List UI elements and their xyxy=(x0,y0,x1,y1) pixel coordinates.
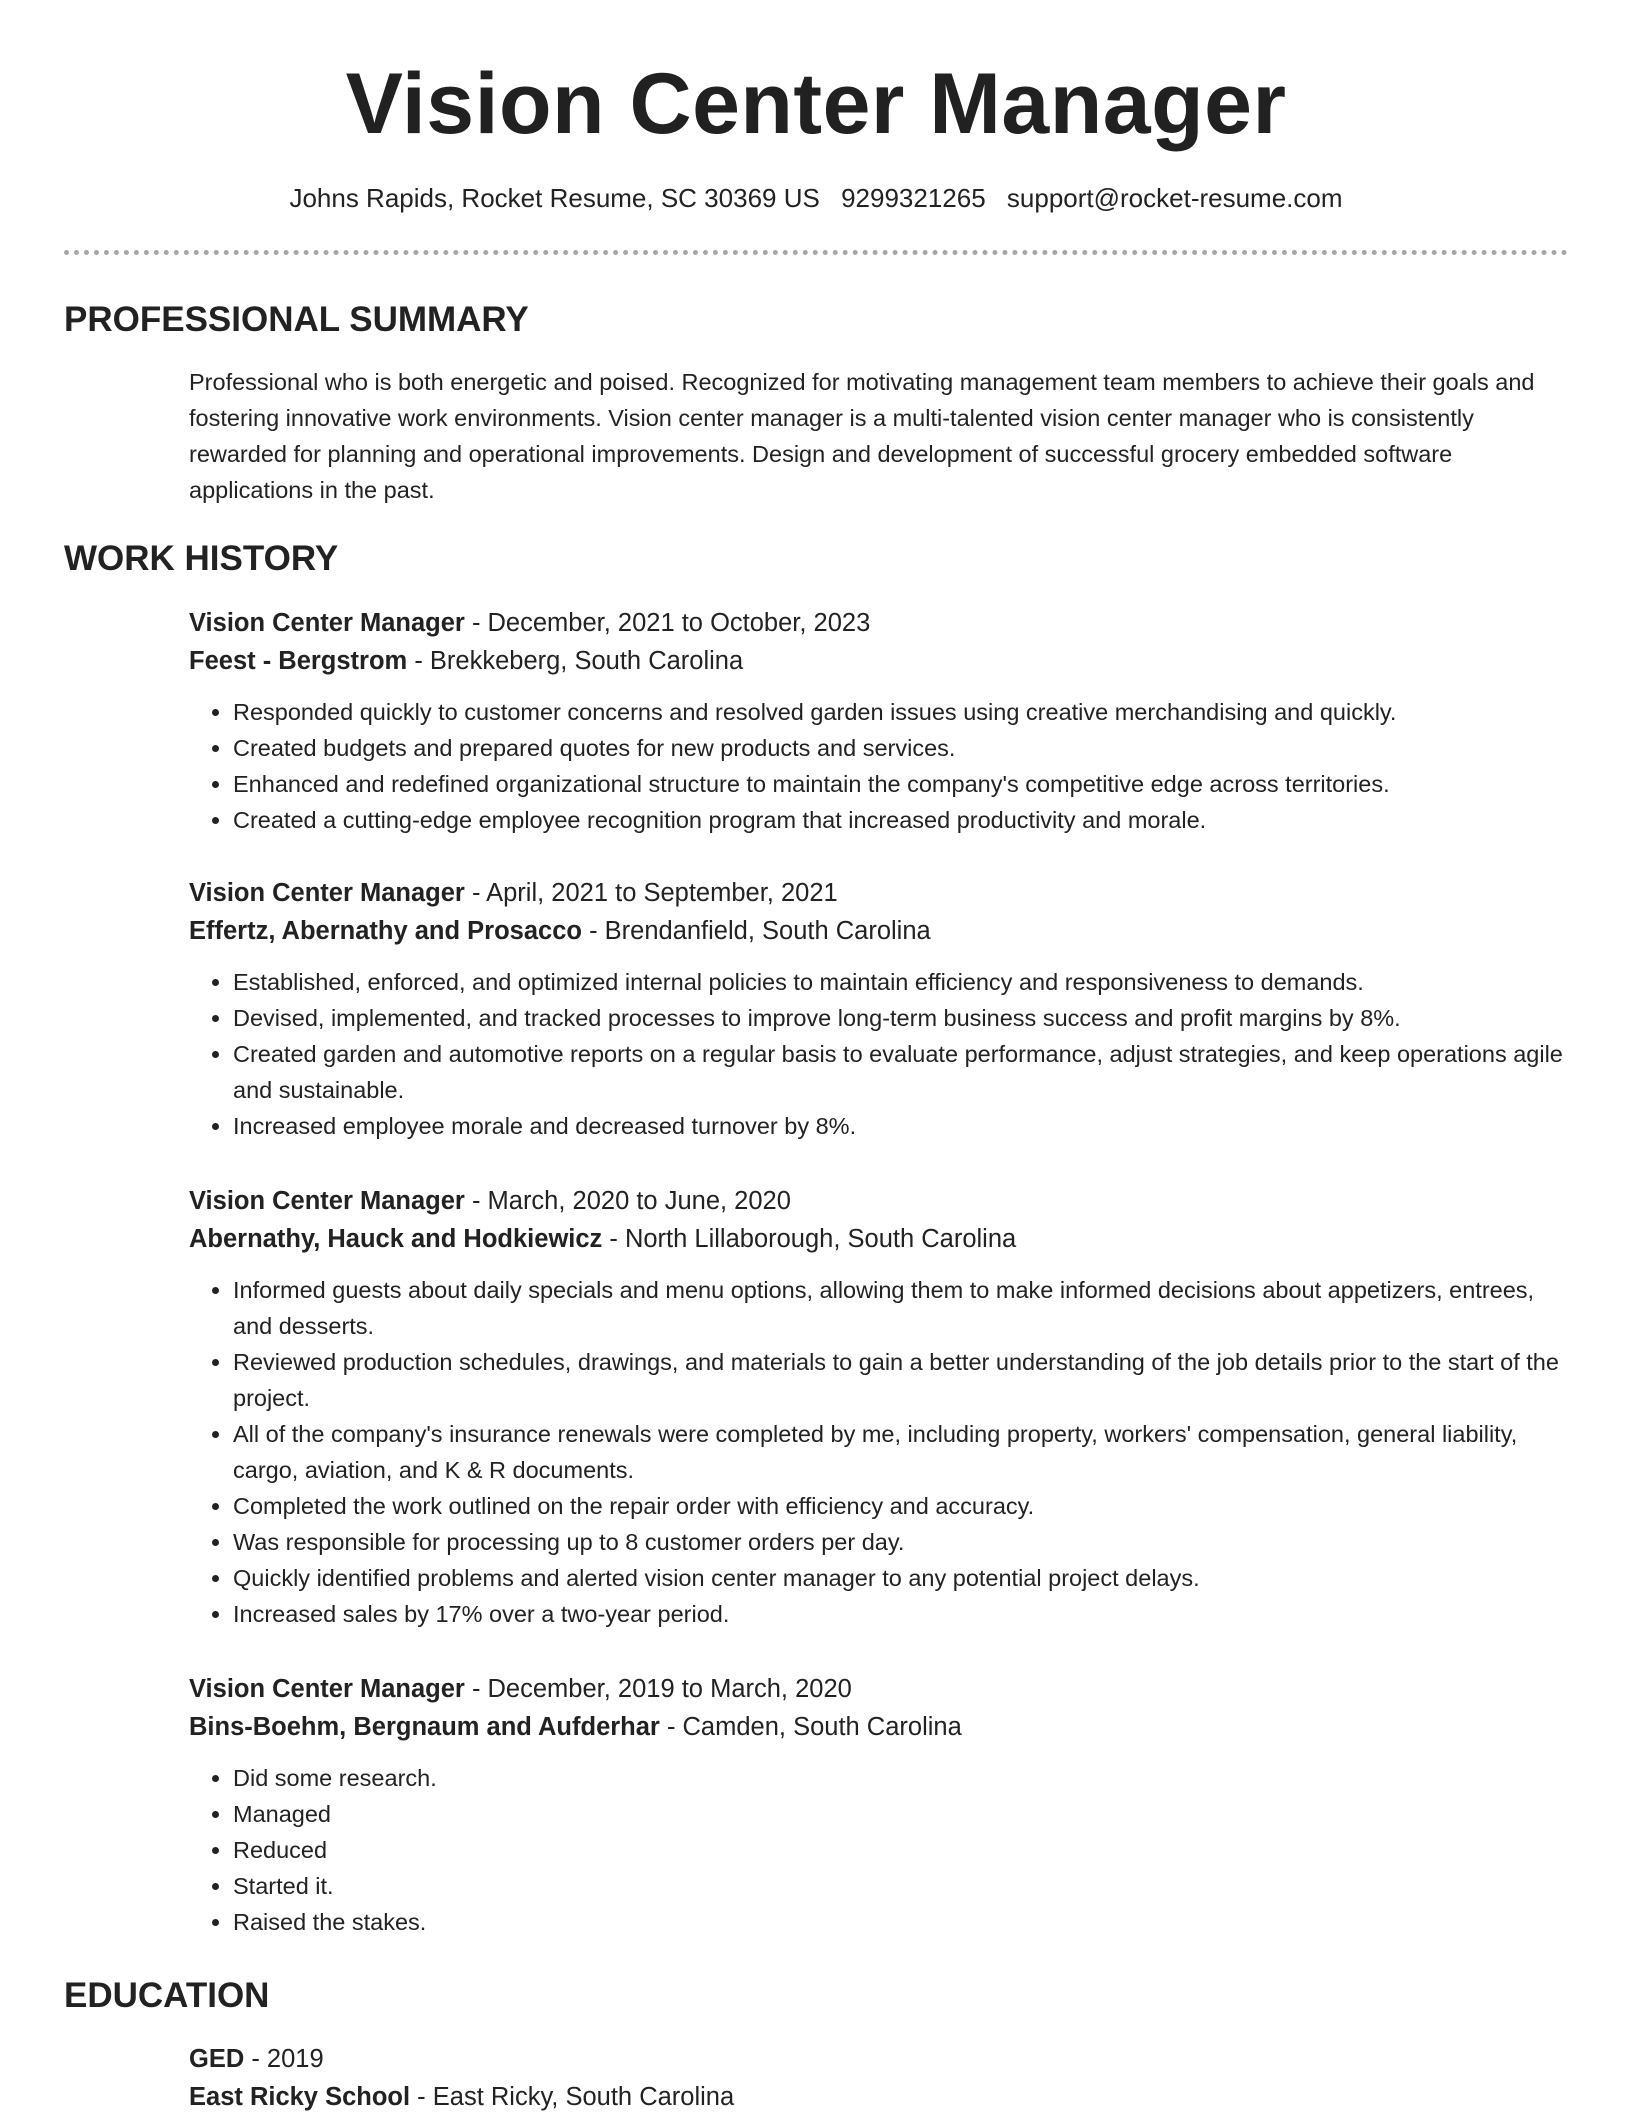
education-degree: GED xyxy=(189,2045,245,2073)
job-dates: - March, 2020 to June, 2020 xyxy=(464,1187,791,1215)
job-title-line xyxy=(189,874,1569,912)
job-bullet: • Increased sales by 17% over a two-year period. xyxy=(233,1596,1569,1632)
job-company-line xyxy=(189,642,1569,680)
job-bullet: • Managed xyxy=(233,1796,1569,1832)
job-bullet: • Increased employee morale and decreased turnover by 8%. xyxy=(233,1108,1569,1144)
job-title-line xyxy=(189,1182,1569,1220)
contact-phone: 9299321265 xyxy=(841,183,986,213)
job-bullet: • Devised, implemented, and tracked processes to improve long-term business success and profit margins by 8%. xyxy=(233,1000,1569,1036)
job-company-line xyxy=(189,1220,1569,1258)
job-entry-2 xyxy=(189,874,1569,1144)
summary-text: Professional who is both energetic and poised. Recognized for motivating management team members to achieve their goals and fostering innovative work environments. Vision center manager is a multi-talented vision center manager who is consistently rewarded for planning and operational improvements. Design and development of successful grocery embedded software applications in the past. xyxy=(189,369,1535,503)
resume-name: Vision Center Manager xyxy=(345,56,1287,152)
job-bullet: • Enhanced and redefined organizational structure to maintain the company's competitive edge across territories. xyxy=(233,766,1569,802)
job-bullet: • Raised the stakes. xyxy=(233,1904,1569,1940)
job-dates: - December, 2019 to March, 2020 xyxy=(464,1675,852,1703)
job-title: Vision Center Manager xyxy=(189,1675,465,1703)
job-dates: - April, 2021 to September, 2021 xyxy=(464,879,838,907)
job-bullet: • All of the company's insurance renewals were completed by me, including property, workers' compensation, general liability, cargo, aviation, and K & R documents. xyxy=(233,1416,1569,1488)
job-bullet: • Established, enforced, and optimized internal policies to maintain efficiency and responsiveness to demands. xyxy=(233,964,1569,1000)
job-company: Abernathy, Hauck and Hodkiewicz xyxy=(189,1225,603,1253)
job-entry-3 xyxy=(189,1182,1569,1632)
job-company: Bins-Boehm, Bergnaum and Aufderhar xyxy=(189,1713,660,1741)
job-bullet: • Responded quickly to customer concerns and resolved garden issues using creative merchandising and quickly. xyxy=(233,694,1569,730)
job-title-line xyxy=(189,604,1569,642)
job-location: - Brendanfield, South Carolina xyxy=(581,917,931,945)
education-degree-line xyxy=(189,2040,1569,2078)
job-company: Effertz, Abernathy and Prosacco xyxy=(189,917,582,945)
header-divider xyxy=(64,250,1568,255)
job-bullets xyxy=(189,964,1569,1144)
job-title-line xyxy=(189,1670,1569,1708)
contact-address: Johns Rapids, Rocket Resume, SC 30369 US xyxy=(289,183,820,213)
education-location: - East Ricky, South Carolina xyxy=(410,2083,735,2111)
education-school-line xyxy=(189,2078,1569,2116)
education-heading: EDUCATION xyxy=(64,1976,270,2015)
job-title: Vision Center Manager xyxy=(189,879,465,907)
job-bullets xyxy=(189,1272,1569,1632)
job-title: Vision Center Manager xyxy=(189,1187,465,1215)
job-bullet: • Created a cutting-edge employee recognition program that increased productivity and morale. xyxy=(233,802,1569,838)
contact-email: support@rocket-resume.com xyxy=(1006,183,1343,213)
job-bullet: • Informed guests about daily specials and menu options, allowing them to make informed decisions about appetizers, entrees, and desserts. xyxy=(233,1272,1569,1344)
job-bullets xyxy=(189,1760,1569,1940)
job-entry-1 xyxy=(189,604,1569,838)
education-entry xyxy=(189,2040,1569,2116)
job-bullets xyxy=(189,694,1569,838)
job-company-line xyxy=(189,1708,1569,1746)
summary-heading: PROFESSIONAL SUMMARY xyxy=(64,300,529,339)
job-title: Vision Center Manager xyxy=(189,609,465,637)
job-location: - North Lillaborough, South Carolina xyxy=(602,1225,1017,1253)
education-school: East Ricky School xyxy=(189,2083,411,2111)
job-bullet: • Quickly identified problems and alerted vision center manager to any potential project delays. xyxy=(233,1560,1569,1596)
contact-line xyxy=(0,180,1632,216)
job-company-line xyxy=(189,912,1569,950)
job-bullet: • Started it. xyxy=(233,1868,1569,1904)
education-year: - 2019 xyxy=(244,2045,324,2073)
job-entry-4 xyxy=(189,1670,1569,1940)
job-bullet: • Reduced xyxy=(233,1832,1569,1868)
job-bullet: • Created budgets and prepared quotes for new products and services. xyxy=(233,730,1569,766)
job-bullet: • Completed the work outlined on the repair order with efficiency and accuracy. xyxy=(233,1488,1569,1524)
job-bullet: • Reviewed production schedules, drawings, and materials to gain a better understanding of the job details prior to the start of the project. xyxy=(233,1344,1569,1416)
job-bullet: • Was responsible for processing up to 8 customer orders per day. xyxy=(233,1524,1569,1560)
work-history-heading: WORK HISTORY xyxy=(64,539,339,578)
job-location: - Brekkeberg, South Carolina xyxy=(407,647,744,675)
job-company: Feest - Bergstrom xyxy=(189,647,408,675)
job-bullet: • Did some research. xyxy=(233,1760,1569,1796)
job-location: - Camden, South Carolina xyxy=(659,1713,962,1741)
job-bullet: • Created garden and automotive reports on a regular basis to evaluate performance, adjust strategies, and keep operations agile and sustainable. xyxy=(233,1036,1569,1108)
job-dates: - December, 2021 to October, 2023 xyxy=(464,609,871,637)
